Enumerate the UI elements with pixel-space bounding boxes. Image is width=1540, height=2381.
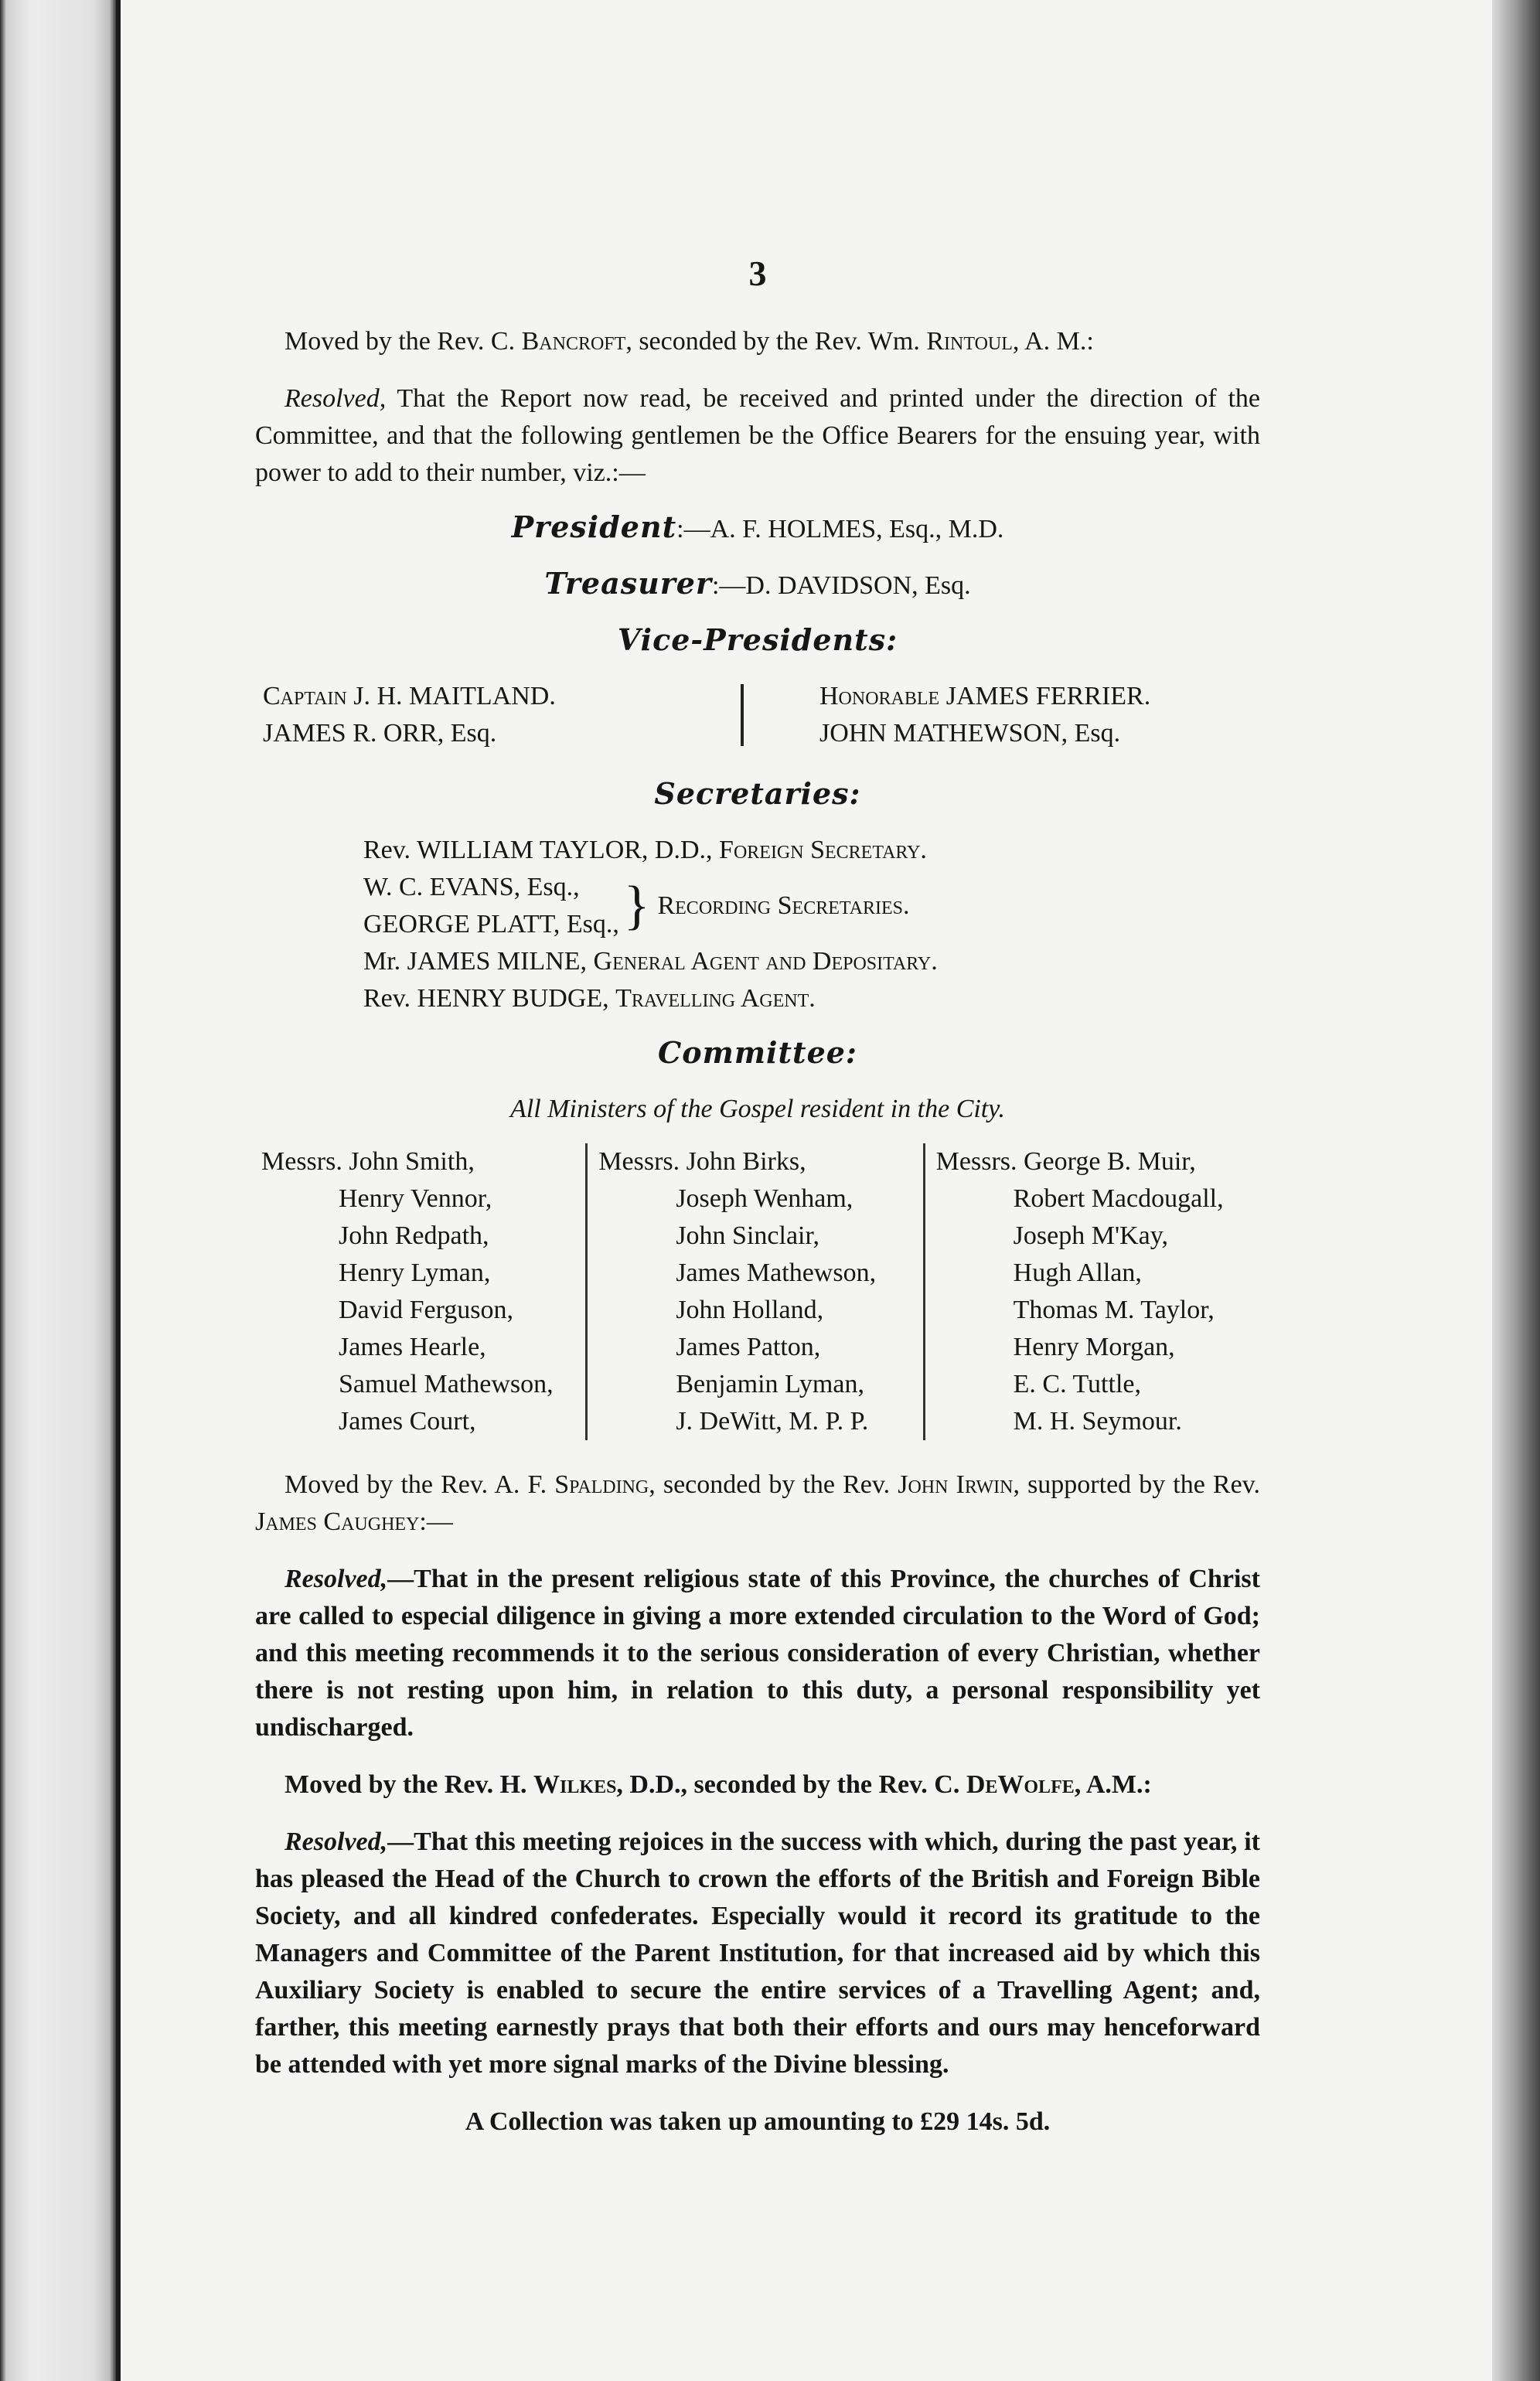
resolution-2: Resolved,—That in the present religious state of this Province, the churches of Christ are called to especial diligence in giving a more extended circulation to the Word of God; and this meeting recommends it to the serious consideration of every Christian, whether there is not resting upon him, in relation to this duty, a personal responsibility yet undischarged. — [255, 1565, 1260, 1742]
committee-columns — [255, 1143, 1260, 1440]
collection-note: A Collection was taken up amounting to £29 14s. 5d. — [465, 2107, 1051, 2136]
page-number: 3 — [748, 254, 767, 293]
motion-1: Moved by the Rev. C. Bancroft, seconded by the Rev. Wm. Rintoul, A. M.: — [284, 327, 1094, 356]
secretaries-list: Rev. WILLIAM TAYLOR, D.D., Foreign Secretary. W. C. EVANS, Esq., GEORGE PLATT, Esq., } Recording Secretaries. Mr. JAMES MILNE, General Agent and Depositary. Rev. HENRY BUDGE, Travelling Agent. — [363, 836, 938, 1013]
resolution-1: Resolved, That the Report now read, be received and printed under the direction of the Committee, and that the following gentlemen be the Office Bearers for the ensuing year, with power to add to their number, viz.:— — [255, 384, 1260, 487]
treasurer-line: Treasurer:—D. DAVIDSON, Esq. — [544, 566, 971, 601]
motion-3: Moved by the Rev. H. Wilkes, D.D., seconded by the Rev. C. DeWolfe, A.M.: — [284, 1770, 1152, 1799]
vice-presidents-heading: Vice-Presidents: — [617, 622, 898, 657]
committee-column-2: Messrs. John Birks, Joseph Wenham, John Sinclair, James Mathewson, John Holland, James Patton, Benjamin Lyman, J. DeWitt, M. P. P. — [585, 1143, 922, 1440]
vice-presidents-list — [255, 678, 1260, 752]
committee-column-3: Messrs. George B. Muir, Robert Macdougall, Joseph M'Kay, Hugh Allan, Thomas M. Taylor, Henry Morgan, E. C. Tuttle, M. H. Seymour. — [923, 1143, 1260, 1440]
page-content — [255, 255, 1260, 2141]
secretaries-heading: Secretaries: — [654, 776, 861, 811]
vice-presidents-left: Captain J. H. MAITLAND. JAMES R. ORR, Esq. — [263, 682, 556, 748]
president-line: President:—A. F. HOLMES, Esq., M.D. — [511, 509, 1004, 544]
committee-column-1: Messrs. John Smith, Henry Vennor, John Redpath, Henry Lyman, David Ferguson, James Hearle, Samuel Mathewson, James Court, — [261, 1147, 554, 1436]
vice-presidents-right: Honorable JAMES FERRIER. JOHN MATHEWSON, Esq. — [819, 682, 1151, 748]
committee-heading: Committee: — [658, 1035, 857, 1070]
divider — [741, 684, 744, 746]
right-page-edge — [1492, 0, 1540, 2381]
resolution-3: Resolved,—That this meeting rejoices in the success with which, during the past year, it has pleased the Head of the Church to crown the efforts of the British and Foreign Bible Society, and all kindred confederates. Especially would it record its gratitude to the Managers and Committee of the Parent Institution, for that increased aid by which this Auxiliary Society is enabled to secure the entire services of a Travelling Agent; and, farther, this meeting earnestly prays that both their efforts and ours may henceforward be attended with yet more signal marks of the Divine blessing. — [255, 1827, 1260, 2079]
committee-subtitle: All Ministers of the Gospel resident in the City. — [510, 1095, 1005, 1123]
motion-2: Moved by the Rev. A. F. Spalding, seconded by the Rev. John Irwin, supported by the Rev. James Caughey:— — [255, 1470, 1260, 1536]
left-page-edge — [0, 0, 116, 2381]
brace: } — [623, 876, 650, 935]
